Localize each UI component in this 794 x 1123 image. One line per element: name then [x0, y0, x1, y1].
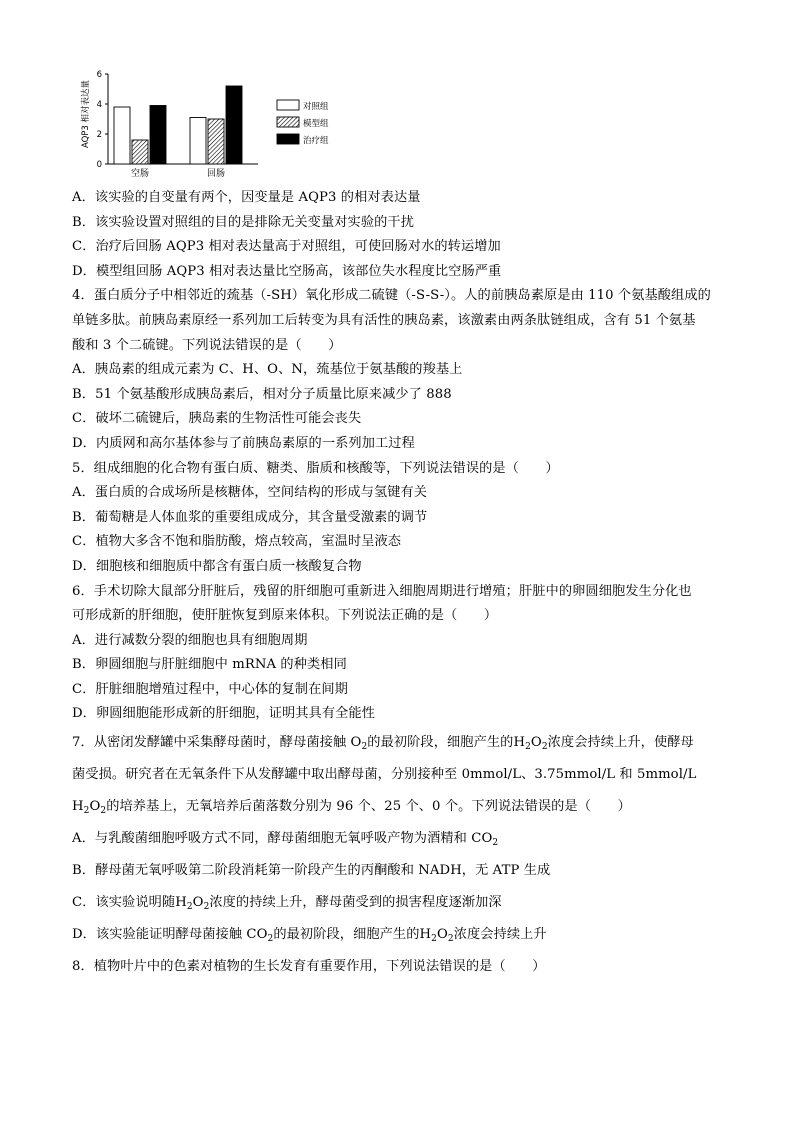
bar-模型组: [132, 140, 148, 164]
q4-stem-line1: 4．蛋白质分子中相邻近的巯基（-SH）氧化形成二硫键（-S-S-）。人的前胰岛素原是由 110 个氨基酸组成的: [72, 288, 711, 304]
q7-option-c: C．该实验说明随$H_2O_2$浓度的持续上升，酵母菌受到的损害程度逐渐加深: [72, 895, 502, 913]
q4-stem-line2: 单链多肽。前胰岛素原经一系列加工后转变为具有活性的胰岛素，该激素由两条肽链组成，含有 51 个氨基: [72, 312, 696, 328]
q7-stem-line1: 7．从密闭发酵罐中采集酵母菌时，酵母菌接触 $O_2$的最初阶段，细胞产生的$H_2O_2$浓度会持续上升，使酵母: [72, 735, 694, 753]
q6-stem-line1: 6．手术切除大鼠部分肝脏后，残留的肝细胞可重新进入细胞周期进行增殖；肝脏中的卵圆细胞发生分化也: [72, 583, 692, 599]
q5-option-d: D．细胞核和细胞质中都含有蛋白质一核酸复合物: [72, 558, 362, 574]
q4-option-d: D．内质网和高尔基体参与了前胰岛素原的一系列加工过程: [72, 435, 415, 451]
q3-option-d: D．模型组回肠 AQP3 相对表达量比空肠高，该部位失水程度比空肠严重: [72, 263, 502, 279]
bar-治疗组: [150, 106, 166, 165]
q3-option-c: C．治疗后回肠 AQP3 相对表达量高于对照组，可使回肠对水的转运增加: [72, 239, 501, 255]
y-axis-title: AQP3 相对表达量: [81, 79, 91, 149]
question-text: [72, 186, 732, 983]
legend-label: 对照组: [303, 102, 329, 112]
q3-option-a: A．该实验的自变量有两个，因变量是 AQP3 的相对表达量: [72, 190, 421, 205]
legend-swatch: [277, 117, 299, 127]
q5-option-b: B．葡萄糖是人体血浆的重要组成成分，其含量受激素的调节: [72, 509, 428, 525]
q7-stem-line3: $H_2O_2$的培养基上，无氧培养后菌落数分别为 96 个、25 个、0 个。下列说法错误的是（ ）: [72, 799, 631, 817]
q6-option-d: D．卵圆细胞能形成新的肝细胞，证明其具有全能性: [72, 706, 375, 722]
y-tick-label: 0: [96, 160, 102, 170]
y-axis-title-group: [80, 79, 91, 148]
q7-stem-line2: 菌受损。研究者在无氧条件下从发酵罐中取出酵母菌，分别接种至 0mmol/L、3.75mmol/L 和 5mmol/L: [72, 767, 697, 783]
q7-block: [72, 727, 732, 983]
q7-option-a: A．与乳酸菌细胞呼吸方式不同，酵母菌细胞无氧呼吸产物为酒精和 $CO_2$: [72, 831, 499, 849]
q4-option-c: C．破坏二硫键后，胰岛素的生物活性可能会丧失: [72, 411, 362, 427]
y-tick-label: 6: [96, 70, 102, 80]
q6-option-a: A．进行减数分裂的细胞也具有细胞周期: [72, 632, 308, 648]
q3-option-b: B．该实验设置对照组的目的是排除无关变量对实验的干扰: [72, 214, 414, 230]
legend-label: 模型组: [303, 119, 329, 129]
q6-stem-line2: 可形成新的肝细胞，使肝脏恢复到原来体积。下列说法正确的是（ ）: [72, 608, 498, 624]
aqp3-bar-chart: [72, 62, 372, 182]
q6-option-c: C．肝脏细胞增殖过程中，中心体的复制在间期: [72, 681, 348, 697]
y-tick-label: 4: [96, 100, 102, 110]
q4-stem-line3: 酸和 3 个二硫键。下列说法错误的是（ ）: [72, 337, 342, 353]
x-tick-label: 回肠: [206, 169, 226, 179]
legend-swatch: [277, 100, 299, 110]
q6-option-b: B．卵圆细胞与肝脏细胞中 mRNA 的种类相同: [72, 657, 347, 673]
legend: [277, 100, 329, 146]
q4-option-b: B．51 个氨基酸形成胰岛素后，相对分子质量比原来减少了 888: [72, 386, 452, 402]
q8-stem: 8．植物叶片中的色素对植物的生长发育有重要作用，下列说法错误的是（ ）: [72, 959, 546, 975]
bar-对照组: [190, 118, 206, 165]
q7-option-b: B．酵母菌无氧呼吸第二阶段消耗第一阶段产生的丙酮酸和 NADH，无 ATP 生成: [72, 863, 551, 879]
bars: [114, 86, 242, 164]
x-tick-label: 空肠: [130, 169, 150, 179]
y-ticks: [97, 70, 108, 170]
y-tick-label: 2: [96, 130, 102, 140]
bar-模型组: [208, 119, 224, 164]
q7-option-d: D．该实验能证明酵母菌接触 $CO_2$的最初阶段，细胞产生的$H_2O_2$浓度会持续上升: [72, 927, 547, 945]
bar-治疗组: [226, 86, 242, 164]
q5-option-a: A．蛋白质的合成场所是核糖体，空间结构的形成与氢键有关: [72, 485, 428, 501]
q4-option-a: A．胰岛素的组成元素为 C、H、O、N，巯基位于氨基酸的羧基上: [72, 362, 463, 378]
bar-对照组: [114, 107, 130, 164]
legend-swatch: [277, 134, 299, 144]
q5-stem: 5．组成细胞的化合物有蛋白质、糖类、脂质和核酸等，下列说法错误的是（ ）: [72, 460, 559, 476]
x-labels: [131, 167, 225, 179]
q5-option-c: C．植物大多含不饱和脂肪酸，熔点较高，室温时呈液态: [72, 534, 402, 550]
legend-label: 治疗组: [303, 136, 329, 146]
